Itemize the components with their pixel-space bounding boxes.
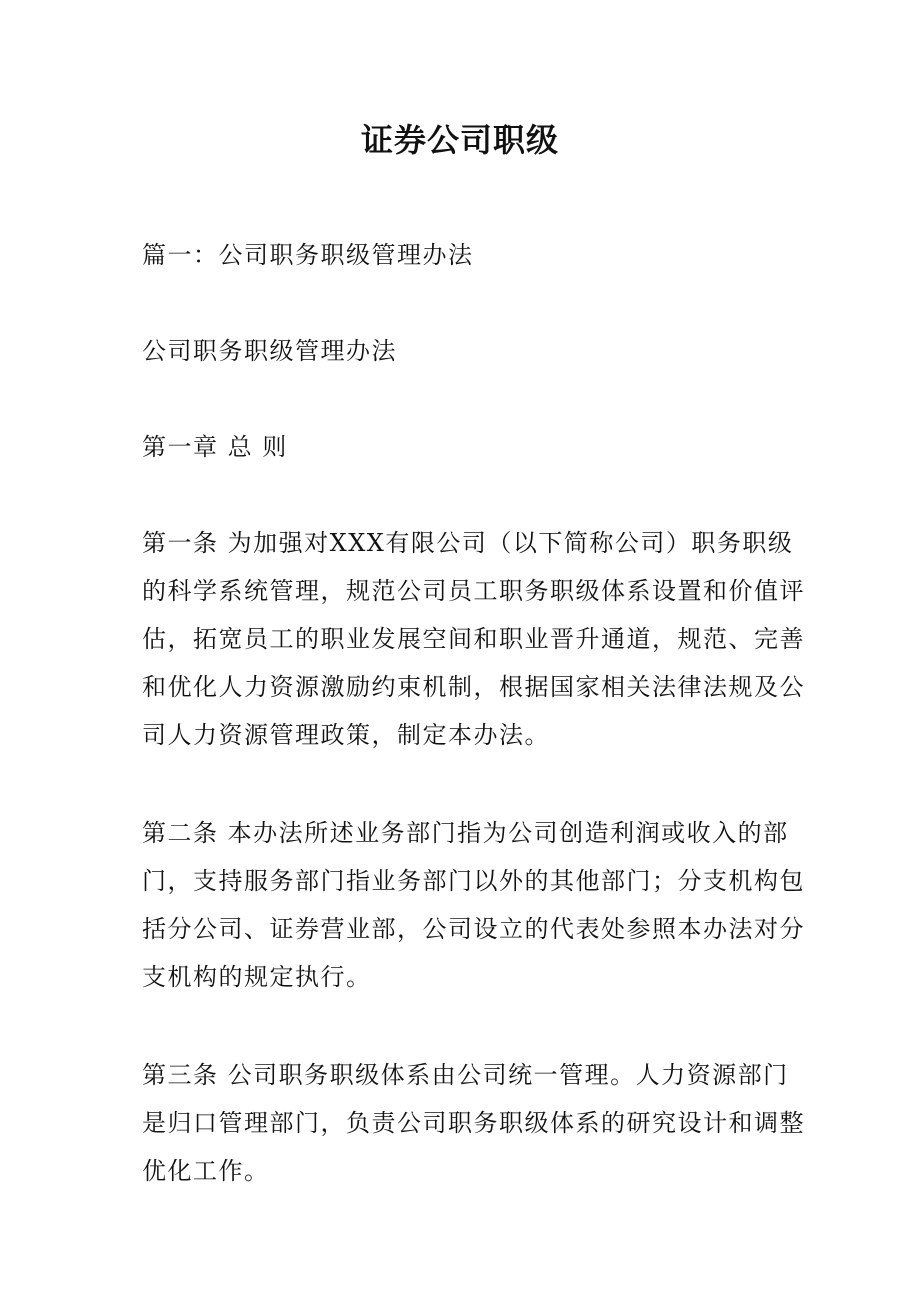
article-2-line: 第二条 本办法所述业务部门指为公司创造利润或收入的部 bbox=[142, 819, 789, 847]
article-2-line: 门，支持服务部门指业务部门以外的其他部门；分支机构包 bbox=[142, 867, 805, 895]
article-1-line: 估，拓宽员工的职业发展空间和职业晋升通道，规范、完善 bbox=[142, 625, 805, 653]
article-1-line: 第一条 为加强对XXX有限公司（以下简称公司）职务职级 bbox=[142, 529, 794, 557]
article-2-line: 括分公司、证券营业部，公司设立的代表处参照本办法对分 bbox=[142, 915, 805, 943]
article-2-line: 支机构的规定执行。 bbox=[142, 963, 372, 991]
article-1-line: 的科学系统管理，规范公司员工职务职级体系设置和价值评 bbox=[142, 577, 805, 605]
article-3-line: 是归口管理部门，负责公司职务职级体系的研究设计和调整 bbox=[142, 1109, 805, 1137]
article-1-line: 司人力资源管理政策，制定本办法。 bbox=[142, 721, 550, 749]
chapter-heading: 第一章 总 则 bbox=[142, 433, 288, 461]
article-1 bbox=[142, 519, 805, 759]
article-3-line: 优化工作。 bbox=[142, 1157, 270, 1185]
article-2 bbox=[142, 809, 805, 1001]
section-heading: 篇一：公司职务职级管理办法 bbox=[142, 241, 474, 269]
document-title: 证券公司职级 bbox=[360, 121, 559, 159]
article-3 bbox=[142, 1051, 805, 1195]
document-subtitle: 公司职务职级管理办法 bbox=[142, 337, 397, 365]
article-1-line: 和优化人力资源激励约束机制，根据国家相关法律法规及公 bbox=[142, 673, 805, 701]
article-3-line: 第三条 公司职务职级体系由公司统一管理。人力资源部门 bbox=[142, 1061, 789, 1089]
